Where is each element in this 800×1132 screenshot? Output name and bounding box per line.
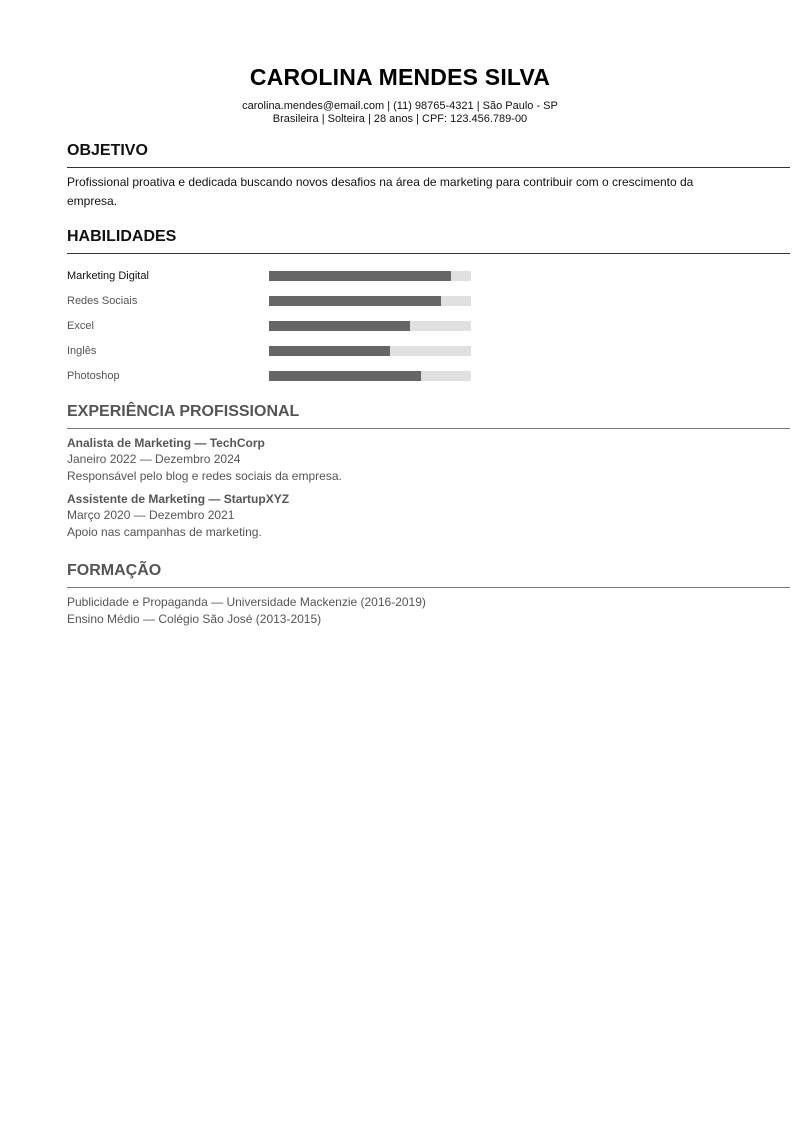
skills-section [67,227,790,392]
skill-row [67,292,790,317]
experience-list [67,435,790,541]
contact-line-1: carolina.mendes@email.com | (11) 98765-4321 | São Paulo - SP [242,100,558,112]
skill-row [67,317,790,342]
education-section [67,561,790,628]
job-entry [67,435,790,485]
job-title: Assistente de Marketing — StartupXYZ [67,492,290,506]
education-item: Publicidade e Propaganda — Universidade Mackenzie (2016-2019) [67,595,426,609]
skills-title: HABILIDADES [67,227,790,254]
objective-text: Profissional proativa e dedicada buscando novos desafios na área de marketing para contribuir com o crescimento da empresa. [67,175,694,208]
job-period: Março 2020 — Dezembro 2021 [67,508,235,522]
skill-label: Photoshop [67,370,120,382]
skill-label: Inglês [67,345,97,357]
skill-row [67,342,790,367]
skill-bar [269,271,471,281]
skills-list [67,267,790,392]
skill-bar [269,371,471,381]
skill-bar [269,321,471,331]
skill-label: Excel [67,320,94,332]
objective-section [67,141,790,211]
skill-row [67,367,790,392]
skill-bar-fill [269,296,441,306]
skill-bar-fill [269,371,421,381]
skill-bar [269,346,471,356]
candidate-name: CAROLINA MENDES SILVA [249,64,551,90]
contact-info [0,100,800,126]
skill-bar-fill [269,346,390,356]
job-title: Analista de Marketing — TechCorp [67,436,265,450]
resume-header [0,0,800,126]
skill-row [67,267,790,292]
skill-bar-fill [269,271,451,281]
skill-bar [269,296,471,306]
skill-label: Marketing Digital [67,270,149,282]
job-description: Responsável pelo blog e redes sociais da empresa. [67,469,342,483]
experience-section [67,402,790,547]
education-list [67,594,790,628]
education-title: FORMAÇÃO [67,561,790,588]
job-entry [67,491,790,541]
contact-line-2: Brasileira | Solteira | 28 anos | CPF: 123.456.789-00 [272,113,528,125]
experience-title: EXPERIÊNCIA PROFISSIONAL [67,402,790,429]
objective-title: OBJETIVO [67,141,790,168]
education-item: Ensino Médio — Colégio São José (2013-2015) [67,612,322,626]
job-description: Apoio nas campanhas de marketing. [67,525,262,539]
skill-bar-fill [269,321,410,331]
job-period: Janeiro 2022 — Dezembro 2024 [67,452,241,466]
skill-label: Redes Sociais [67,295,138,307]
